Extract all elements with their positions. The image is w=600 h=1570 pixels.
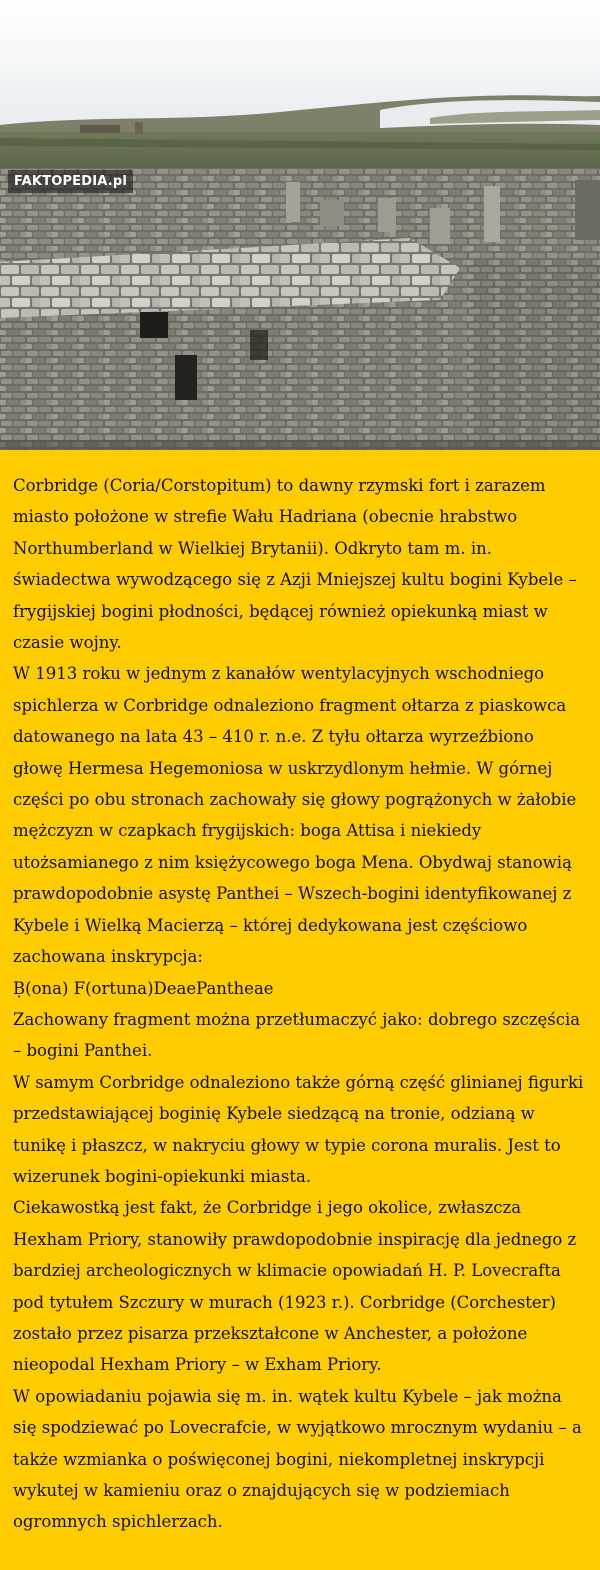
paragraph-inscription: Ḅ(ona) F(ortuna)DeaePantheae	[13, 978, 274, 998]
paragraph-figurine: W samym Corbridge odnaleziono także górną część glinianej figurki przedstawiającej boginię Kybele siedzącą na tronie, odzianą w tunikę i płaszcz, w nakryciu głowy w typie corona muralis. Jest to wizerunek bogini-opiekunki miasta.	[13, 1072, 584, 1186]
faktopedia-watermark: FAKTOPEDIA.pl	[8, 170, 133, 193]
paragraph-translation: Zachowany fragment można przetłumaczyć jako: dobrego szczęścia – bogini Panthei.	[13, 1009, 581, 1061]
ruins-photo	[0, 0, 600, 450]
paragraph-story: W opowiadaniu pojawia się m. in. wątek kultu Kybele – jak można się spodziewać po Lovecrafcie, w wyjątkowo mrocznym wydaniu – a także wzmianka o poświęconej bogini, niekompletnej inskrypcji wykutej w kamieniu oraz o znajdujących się w podziemiach ogromnych spichlerzach.	[13, 1386, 582, 1532]
ruins-photo-drawing	[0, 0, 600, 450]
paragraph-intro: Corbridge (Coria/Corstopitum) to dawny rzymski fort i zarazem miasto położone w strefie Wału Hadriana (obecnie hrabstwo Northumberland w Wielkiej Brytanii). Odkryto tam m. in. świadectwa wywodzącego się z Azji Mniejszej kultu bogini Kybele – frygijskiej bogini płodności, będącej również opiekunką miast w czasie wojny.	[13, 476, 577, 653]
paragraph-altar-discovery: W 1913 roku w jednym z kanałów wentylacyjnych wschodniego spichlerza w Corbridge odnaleziono fragment ołtarza z piaskowca datowanego na lata 43 – 410 r. n.e. Z tyłu ołtarza wyrzeźbiono głowę Hermesa Hegemoniosa w uskrzydlonym hełmie. W górnej części po obu stronach zachowały się głowy pogrążonych w żałobie mężczyzn w czapkach frygijskich: boga Attisa i niekiedy utożsamianego z nim księżycowego boga Mena. Obydwaj stanowią prawdopodobnie asystę Panthei – Wszech-bogini identyfikowanej z Kybele i Wielką Macierzą – której dedykowana jest częściowo zachowana inskrypcja:	[13, 664, 577, 967]
paragraph-lovecraft: Ciekawostką jest fakt, że Corbridge i jego okolice, zwłaszcza Hexham Priory, stanowiły prawdopodobnie inspirację dla jednego z bardziej archeologicznych w klimacie opowiadań H. P. Lovecrafta pod tytułem Szczury w murach (1923 r.). Corbridge (Corchester) zostało przez pisarza przekształcone w Anchester, a położone nieopodal Hexham Priory – w Exham Priory.	[13, 1198, 577, 1375]
article-body	[0, 450, 600, 1538]
